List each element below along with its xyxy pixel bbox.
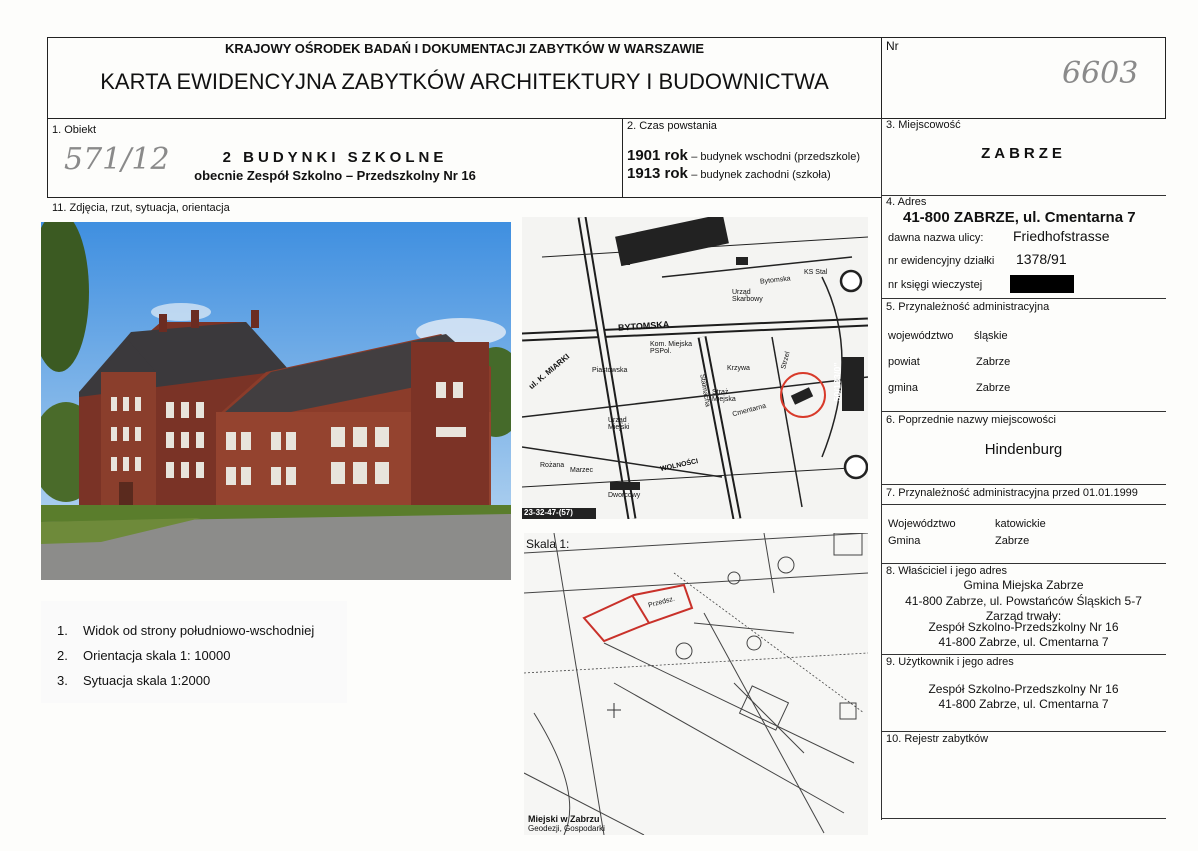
legend-item-1 (57, 623, 314, 638)
map-top-label-dworcowy: Dworcowy (608, 492, 641, 499)
admin-old-key-1: Województwo (888, 518, 956, 530)
czas-row-2 (627, 165, 831, 182)
zdjecia-label: 11. Zdjęcia, rzut, sytuacja, orientacja (52, 202, 230, 214)
uzytkownik-label: 9. Użytkownik i jego adres (886, 656, 1014, 668)
admin-old-val-2: Zabrze (995, 535, 1030, 547)
map-top-label-urzad-skarbowy: Urząd Skarbowy (732, 289, 763, 303)
obiekt-handwritten: 571/12 (64, 142, 170, 177)
wlasciciel-label: 8. Właściciel i jego adres (886, 565, 1008, 577)
map-top-label-wolnosci: WOLNOŚCI (659, 458, 699, 473)
admin-key-1: województwo (888, 330, 954, 342)
map-top-label-bytomska-small: Bytomska (759, 275, 792, 286)
czas-row-1 (627, 147, 860, 164)
admin-old-label: 7. Przynależność administracyjna przed 01.01.1999 (886, 487, 1138, 499)
adres-value: 41-800 ZABRZE, ul. Cmentarna 7 (903, 209, 1136, 226)
legend-text-2: Orientacja skala 1: 10000 (83, 648, 231, 663)
map-bottom-footer-2: Geodezji, Gospodarki (528, 824, 605, 833)
old-street-value: Friedhofstrasse (1013, 228, 1110, 244)
miejscowosc-value: ZABRZE (981, 145, 1066, 162)
right-column-divider (881, 118, 882, 820)
admin-val-2: Zabrze (976, 356, 1011, 368)
admin-key-2: powiat (888, 356, 920, 368)
czas-year-2: 1913 rok (627, 165, 688, 182)
old-street-label: dawna nazwa ulicy: (888, 232, 984, 244)
legend-num-2: 2. (57, 648, 68, 663)
admin-val-3: Zabrze (976, 382, 1011, 394)
nr-label: Nr (886, 39, 899, 53)
legend-text-3: Sytuacja skala 1:2000 (83, 673, 211, 688)
map-top-label-straz-miejska: Straż Miejska (712, 389, 736, 403)
map-top-label-rozana: Rożana (540, 462, 565, 469)
map-top-label-kom-miejska: Kom. Miejska PSPol. (650, 341, 693, 355)
legend-num-3: 3. (57, 673, 68, 688)
czas-desc-1: – budynek wschodni (przedszkole) (691, 151, 860, 163)
map-top-label-cmentarna: Cmentarna (731, 402, 767, 419)
wlasciciel-line-2: 41-800 Zabrze, ul. Powstańców Śląskich 5-7 (905, 594, 1142, 608)
map-bottom-scale-label: Skala 1: (526, 537, 570, 551)
card-title: KARTA EWIDENCYJNA ZABYTKÓW ARCHITEKTURY I BUDOWNICTWA (100, 69, 829, 94)
adres-label: 4. Adres (886, 196, 927, 208)
map-top-label-urzad-miejski: Urząd Miejski (608, 417, 630, 431)
legend-item-2 (57, 648, 230, 663)
wlasciciel-line-4: Zespół Szkolno-Przedszkolny Nr 16 (928, 620, 1119, 634)
poprzednie-value: Hindenburg (984, 441, 1063, 458)
building-photo (41, 222, 511, 580)
legend-num-1: 1. (57, 623, 68, 638)
map-top-label-piastowska: Piastowska (592, 367, 628, 374)
map-top-bottom-code: 23-32-47-(57) (524, 508, 573, 517)
register-redacted-block (1010, 275, 1074, 293)
wlasciciel-line-1: Gmina Miejska Zabrze (963, 578, 1084, 592)
wlasciciel-divider (881, 563, 1166, 564)
wlasciciel-line-5: 41-800 Zabrze, ul. Cmentarna 7 (938, 635, 1109, 649)
situation-map (524, 533, 868, 835)
rejestr-divider (881, 731, 1166, 732)
map-top-label-miarki: ul. K. MIARKI (526, 351, 572, 392)
admin-old-sub-divider (881, 504, 1166, 505)
map-top-label-krzywa: Krzywa (727, 365, 750, 372)
admin-old-key-2: Gmina (888, 535, 921, 547)
orientation-map (522, 217, 868, 519)
map-top-label-marzec: Marzec (570, 467, 593, 474)
admin-val-1: śląskie (974, 330, 1008, 342)
legend-text-1: Widok od strony południowo-wschodniej (83, 623, 315, 638)
nr-value: 6603 (1062, 56, 1139, 91)
admin-old-val-1: katowickie (995, 518, 1046, 530)
admin-old-divider (881, 484, 1166, 485)
parcel-value: 1378/91 (1016, 251, 1067, 267)
map-bottom-label-przedsz: Przedsz. (647, 595, 676, 610)
rejestr-bottom-line (881, 818, 1166, 819)
uzytkownik-divider (881, 654, 1166, 655)
uzytkownik-line-2: 41-800 Zabrze, ul. Cmentarna 7 (938, 697, 1109, 711)
map-top-label-bytomska: BYTOMSKA (617, 319, 670, 333)
institution-name: KRAJOWY OŚRODEK BADAŃ I DOKUMENTACJI ZABYTKÓW W WARSZAWIE (224, 41, 705, 56)
wlasciciel-line-3: Zarząd trwały: (985, 609, 1062, 623)
obiekt-label: 1. Obiekt (52, 124, 97, 136)
map-bottom-footer-1: Miejski w Zabrzu (528, 814, 600, 824)
obiekt-name: 2 BUDYNKI SZKOLNE (222, 149, 448, 166)
map-top-label-stalmacha: Stalmacha (698, 373, 711, 408)
admin-key-3: gmina (888, 382, 918, 394)
poprzednie-divider (881, 411, 1166, 412)
register-label: nr księgi wieczystej (888, 279, 983, 291)
admin-divider (881, 298, 1166, 299)
czas-label: 2. Czas powstania (627, 120, 717, 132)
map-top-edge-code: 50/183/0" (832, 362, 843, 402)
parcel-label: nr ewidencyjny działki (888, 255, 995, 267)
rejestr-label: 10. Rejestr zabytków (886, 733, 989, 745)
map-top-label-strzel: Strzel (780, 350, 792, 371)
uzytkownik-line-1: Zespół Szkolno-Przedszkolny Nr 16 (928, 682, 1119, 696)
obiekt-subname: obecnie Zespół Szkolno – Przedszkolny Nr 16 (194, 168, 476, 183)
legend-item-3 (57, 673, 210, 688)
poprzednie-label: 6. Poprzednie nazwy miejscowości (886, 414, 1056, 426)
czas-year-1: 1901 rok (627, 147, 688, 164)
czas-desc-2: – budynek zachodni (szkoła) (691, 169, 831, 181)
map-top-label-ks-stal: KS Stal (804, 269, 828, 276)
admin-label: 5. Przynależność administracyjna (886, 301, 1050, 313)
miejscowosc-label: 3. Miejscowość (886, 119, 961, 131)
